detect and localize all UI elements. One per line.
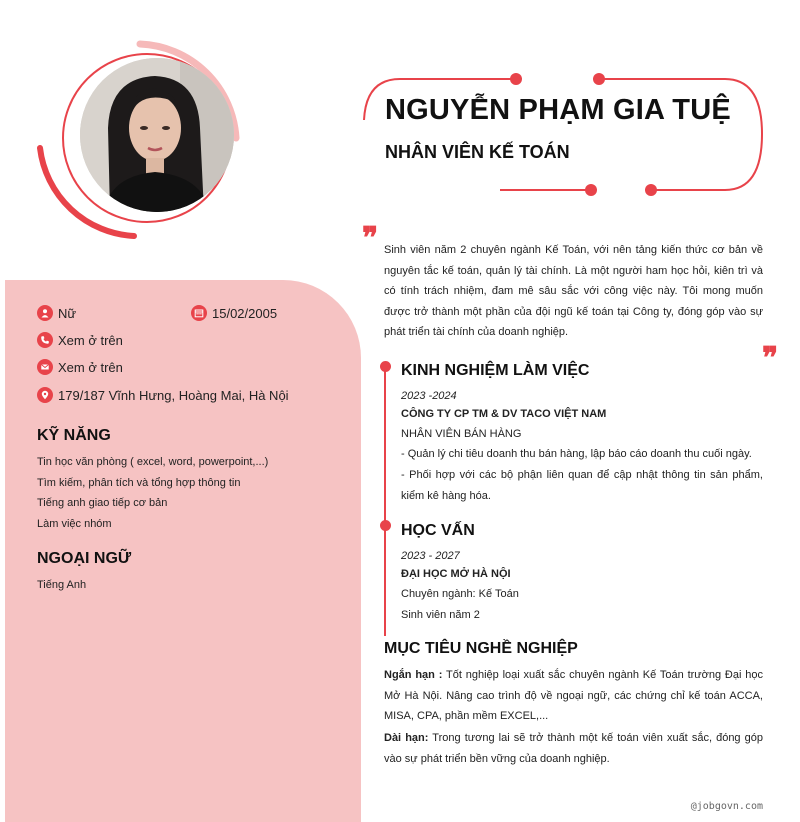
timeline-dot	[380, 520, 391, 531]
career-goals-heading: MỤC TIÊU NGHỀ NGHIỆP	[384, 640, 578, 657]
phone-value: Xem ở trên	[58, 332, 123, 348]
education-period: 2023 - 2027	[401, 550, 460, 562]
skills-heading: KỸ NĂNG	[37, 427, 111, 444]
profile-photo-frame	[32, 38, 242, 248]
calendar-icon	[191, 305, 207, 321]
short-term-goal	[384, 665, 763, 727]
experience-heading: KINH NGHIỆM LÀM VIỆC	[401, 362, 590, 379]
job-title: NHÂN VIÊN KẾ TOÁN	[385, 142, 570, 162]
contact-email	[37, 359, 123, 375]
language-item: Tiếng Anh	[37, 579, 87, 591]
long-term-text: Trong tương lai sẽ trở thành một kế toán viên xuất sắc, đóng góp vào sự phát triển bền vững của doanh nghiệp.	[384, 732, 763, 765]
candidate-name: NGUYỄN PHẠM GIA TUỆ	[385, 94, 731, 126]
location-pin-icon	[37, 387, 53, 403]
skill-item: Tìm kiếm, phân tích và tổng hợp thông tin	[37, 477, 241, 489]
experience-company: CÔNG TY CP TM & DV TACO VIỆT NAM	[401, 408, 607, 420]
birthday-value: 15/02/2005	[212, 305, 278, 321]
long-term-goal	[384, 728, 763, 769]
watermark: @jobgovn.com	[690, 801, 763, 812]
skill-item: Tiếng anh giao tiếp cơ bản	[37, 497, 168, 509]
experience-duty: - Phối hợp với các bộ phận liên quan để cập nhật thông tin sản phẩm, kiểm kê hàng hóa.	[401, 469, 763, 502]
long-term-label: Dài hạn:	[384, 732, 429, 744]
quote-icon: ❞	[762, 341, 779, 376]
education-heading: HỌC VẤN	[401, 522, 475, 539]
profile-summary: Sinh viên năm 2 chuyên ngành Kế Toán, với nên tảng kiến thức cơ bản về nguyên tắc kế toán, quản lý tài chính. Là một người ham học hỏi, kiên trì và có tính trách nhiệm, đam mê sâu sắc với công việc này. Tôi mong muốn được trở thành một phần của đội ngũ kế toán tại Công ty, đóng góp vào sự phát triển tài chính của doanh nghiệp.	[384, 244, 763, 338]
name-frame	[360, 68, 770, 198]
address-value: 179/187 Vĩnh Hưng, Hoàng Mai, Hà Nội	[58, 387, 289, 403]
contact-address	[37, 387, 289, 403]
timeline-line	[384, 366, 386, 636]
mail-icon	[37, 359, 53, 375]
contact-phone	[37, 332, 123, 348]
education-school: ĐẠI HỌC MỞ HÀ NỘI	[401, 568, 511, 580]
contact-gender	[37, 305, 76, 321]
contact-birthday	[191, 305, 277, 321]
gender-value: Nữ	[58, 305, 77, 321]
skill-item: Tin học văn phòng ( excel, word, powerpoint,...)	[37, 456, 269, 468]
short-term-text: Tốt nghiệp loại xuất sắc chuyên ngành Kế Toán trường Đại học Mở Hà Nội. Nâng cao trình độ về ngoại ngữ, các chứng chỉ kế toán ACCA, MISA, CPA, phần mềm EXCEL,...	[384, 669, 763, 722]
experience-position: NHÂN VIÊN BÁN HÀNG	[401, 428, 522, 440]
timeline-dot	[380, 361, 391, 372]
email-value: Xem ở trên	[58, 359, 123, 375]
languages-heading: NGOẠI NGỮ	[37, 550, 132, 567]
skill-item: Làm việc nhóm	[37, 518, 112, 530]
quote-icon: ❞	[362, 221, 379, 256]
person-icon	[37, 305, 53, 321]
education-year: Sinh viên năm 2	[401, 609, 480, 621]
phone-icon	[37, 332, 53, 348]
profile-photo	[80, 58, 234, 212]
experience-period: 2023 -2024	[401, 390, 457, 402]
education-major: Chuyên ngành: Kế Toán	[401, 588, 519, 600]
experience-duty: - Quản lý chi tiêu doanh thu bán hàng, lập báo cáo doanh thu cuối ngày.	[401, 448, 752, 460]
short-term-label: Ngắn hạn :	[384, 669, 443, 681]
